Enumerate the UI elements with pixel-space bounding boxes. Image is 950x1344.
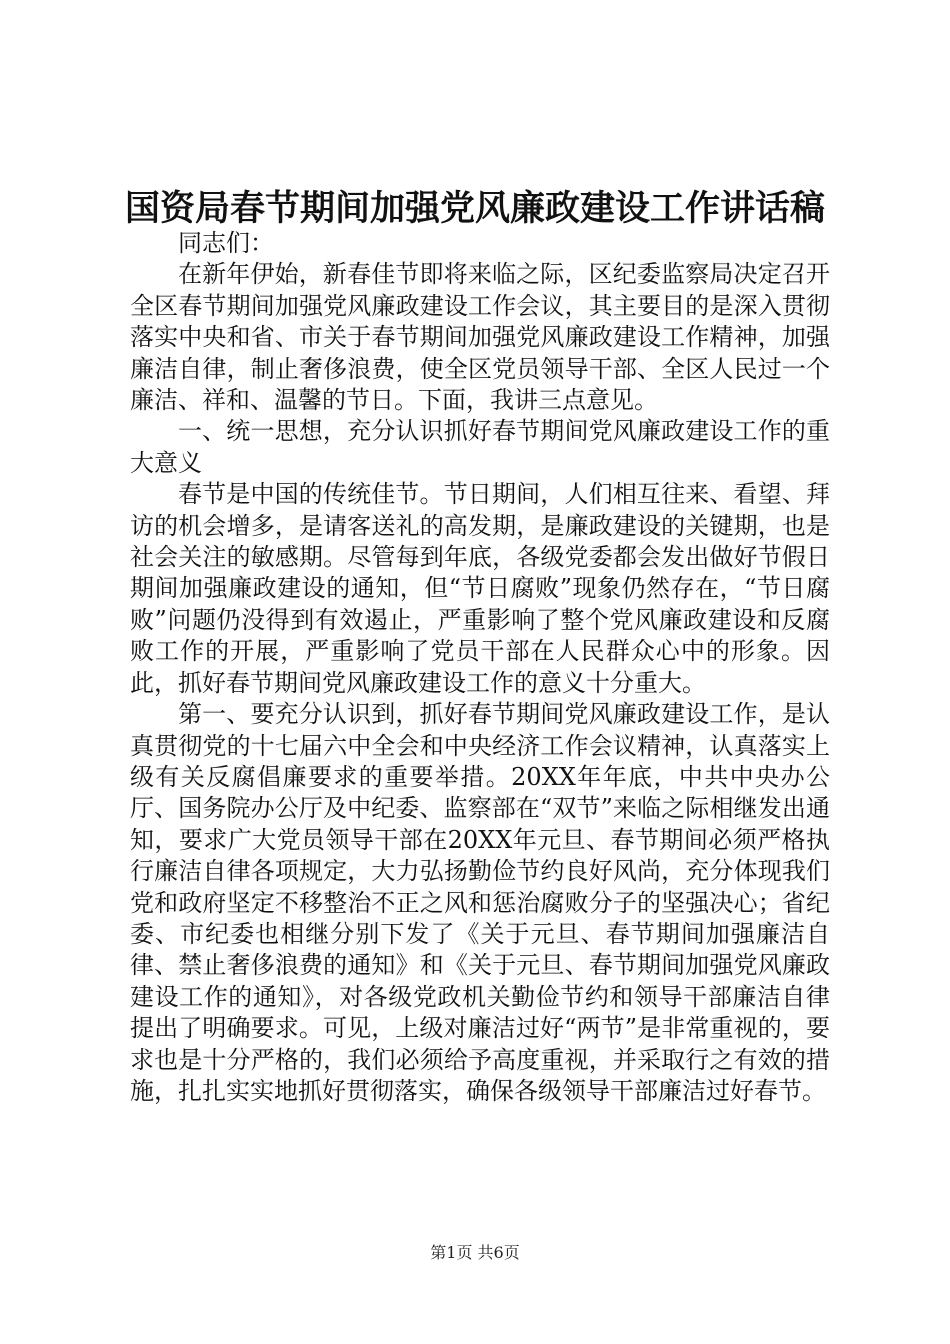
paragraph-spring-festival: 春节是中国的传统佳节。节日期间，人们相互往来、看望、拜访的机会增多，是请客送礼的高发期，是廉政建设的关键期，也是社会关注的敏感期。尽管每到年底，各级党委都会发出做好节假日期间加强廉政建设的通知，但“节日腐败”现象仍然存在，“节日腐败”问题仍没得到有效遏止，严重影响了整个党风廉政建设和反腐败工作的开展，严重影响了党员干部在人民群众心中的形象。因此，抓好春节期间党风廉政建设工作的意义十分重大。	[130, 480, 830, 697]
document-body	[130, 228, 830, 1107]
document-title: 国资局春节期间加强党风廉政建设工作讲话稿	[124, 188, 825, 229]
paragraph-first-point: 第一、要充分认识到，抓好春节期间党风廉政建设工作，是认真贯彻党的十七届六中全会和中央经济工作会议精神，认真落实上级有关反腐倡廉要求的重要举措。20XX年年底，中共中央办公厅、国务院办公厅及中纪委、监察部在“双节”来临之际相继发出通知，要求广大党员领导干部在20XX年元旦、春节期间必须严格执行廉洁自律各项规定，大力弘扬勤俭节约良好风尚，充分体现我们党和政府坚定不移整治不正之风和惩治腐败分子的坚强决心；省纪委、市纪委也相继分别下发了《关于元旦、春节期间加强廉洁自律、禁止奢侈浪费的通知》和《关于元旦、春节期间加强党风廉政建设工作的通知》，对各级党政机关勤俭节约和领导干部廉洁自律提出了明确要求。可见，上级对廉洁过好“两节”是非常重视的，要求也是十分严格的，我们必须给予高度重视，并采取行之有效的措施，扎扎实实地抓好贯彻落实，确保各级领导干部廉洁过好春节。	[130, 700, 830, 1105]
page-number: 第1页 共6页	[430, 1243, 520, 1262]
paragraph-intro: 在新年伊始，新春佳节即将来临之际，区纪委监察局决定召开全区春节期间加强党风廉政建设工作会议，其主要目的是深入贯彻落实中央和省、市关于春节期间加强党风廉政建设工作精神，加强廉洁自律，制止奢侈浪费，使全区党员领导干部、全区人民过一个廉洁、祥和、温馨的节日。下面，我讲三点意见。	[130, 260, 830, 415]
section-heading-1: 一、统一思想，充分认识抓好春节期间党风廉政建设工作的重大意义	[130, 417, 830, 477]
salutation: 同志们：	[178, 229, 274, 257]
